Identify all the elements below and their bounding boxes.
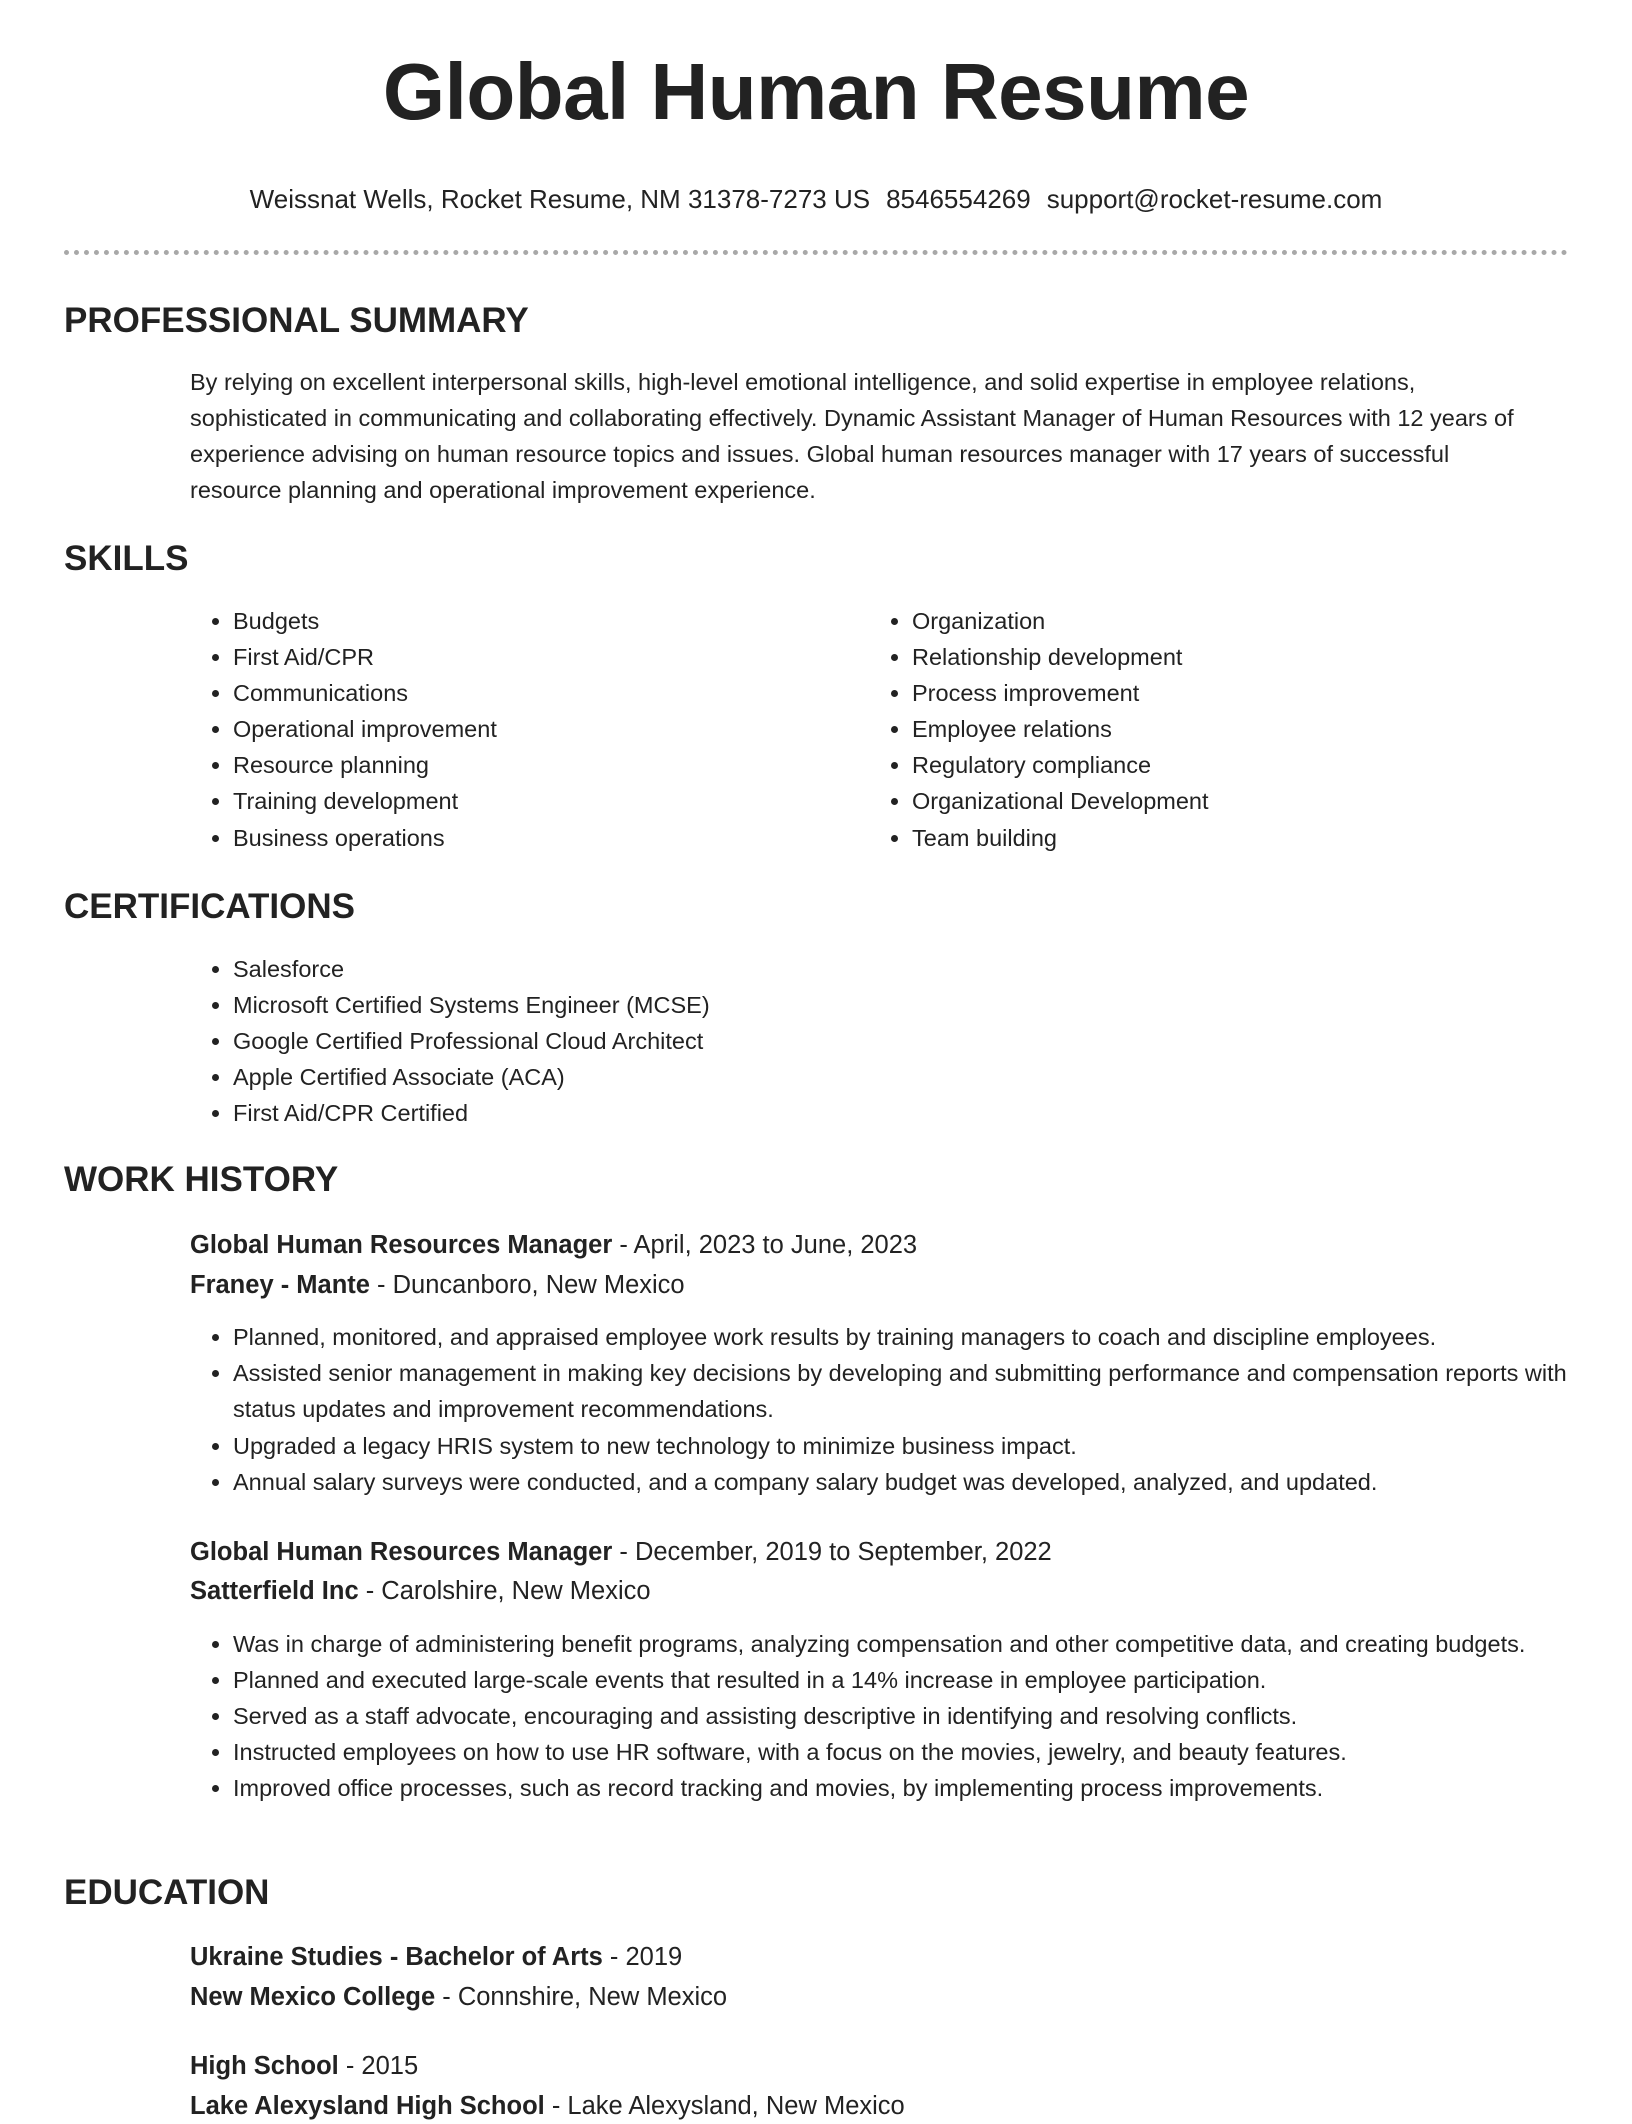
- skill-item: • Organization: [912, 603, 1512, 639]
- job-bullet: • Planned and executed large-scale events that resulted in a 14% increase in employee participation.: [233, 1662, 1593, 1698]
- job-bullet: • Instructed employees on how to use HR software, with a focus on the movies, jewelry, and beauty features.: [233, 1734, 1593, 1770]
- job-bullet: • Assisted senior management in making key decisions by developing and submitting performance and compensation reports with status updates and improvement recommendations.: [233, 1355, 1593, 1427]
- certification-item: • Salesforce: [233, 951, 1533, 987]
- job-company-line: [190, 1573, 651, 1609]
- resume-name: Global Human Resume: [382, 47, 1250, 136]
- certifications-list: [189, 951, 1533, 1131]
- education-school-line: [190, 1979, 727, 2015]
- education-degree: High School: [190, 2052, 339, 2080]
- skill-item: • Employee relations: [912, 711, 1512, 747]
- education-location: - Lake Alexysland, New Mexico: [544, 2092, 905, 2120]
- job-location: - Carolshire, New Mexico: [358, 1577, 651, 1605]
- education-heading: EDUCATION: [64, 1873, 270, 1912]
- skill-item: • Relationship development: [912, 639, 1512, 675]
- certifications-heading: CERTIFICATIONS: [64, 887, 356, 926]
- summary-heading: PROFESSIONAL SUMMARY: [64, 301, 529, 340]
- skill-item: • Resource planning: [233, 747, 833, 783]
- job-company: Satterfield Inc: [190, 1577, 359, 1605]
- job-title: Global Human Resources Manager: [190, 1231, 613, 1259]
- skills-list-left: [189, 603, 833, 856]
- education-degree-line: [190, 1939, 682, 1975]
- skills-heading: SKILLS: [64, 539, 189, 578]
- job-title-line: [190, 1534, 1052, 1570]
- job-title-line: [190, 1227, 917, 1263]
- job-company: Franey - Mante: [190, 1271, 370, 1299]
- job-location: - Duncanboro, New Mexico: [369, 1271, 685, 1299]
- job-bullet: • Planned, monitored, and appraised employee work results by training managers to coach and discipline employees.: [233, 1319, 1593, 1355]
- education-degree: Ukraine Studies - Bachelor of Arts: [190, 1943, 603, 1971]
- education-year: - 2015: [338, 2052, 419, 2080]
- job-dates: - December, 2019 to September, 2022: [612, 1538, 1052, 1566]
- skill-item: • Communications: [233, 675, 833, 711]
- header-divider: [64, 250, 1568, 255]
- certification-item: • Google Certified Professional Cloud Architect: [233, 1023, 1533, 1059]
- contact-phone: 8546554269: [886, 184, 1031, 214]
- education-degree-line: [190, 2048, 418, 2084]
- education-school: Lake Alexysland High School: [190, 2092, 545, 2120]
- work-history-heading: WORK HISTORY: [64, 1160, 339, 1199]
- job-title: Global Human Resources Manager: [190, 1538, 613, 1566]
- skill-item: • Budgets: [233, 603, 833, 639]
- skill-item: • Process improvement: [912, 675, 1512, 711]
- skill-item: • Business operations: [233, 820, 833, 856]
- job-bullets: [189, 1626, 1593, 1806]
- job-bullet: • Improved office processes, such as record tracking and movies, by implementing process improvements.: [233, 1770, 1593, 1806]
- skill-item: • Organizational Development: [912, 783, 1512, 819]
- education-year: - 2019: [602, 1943, 683, 1971]
- skill-item: • Training development: [233, 783, 833, 819]
- job-company-line: [190, 1267, 685, 1303]
- job-bullet: • Served as a staff advocate, encouraging and assisting descriptive in identifying and resolving conflicts.: [233, 1698, 1593, 1734]
- summary-text: By relying on excellent interpersonal skills, high-level emotional intelligence, and solid expertise in employee relations, sophisticated in communicating and collaborating effectively. Dynamic Assistant Manager of Human Resources with 12 years of experience advising on human resource topics and issues. Global human resources manager with 17 years of successful resource planning and operational improvement experience.: [190, 369, 1514, 503]
- certification-item: • Apple Certified Associate (ACA): [233, 1059, 1533, 1095]
- skill-item: • Operational improvement: [233, 711, 833, 747]
- skill-item: • Team building: [912, 820, 1512, 856]
- job-dates: - April, 2023 to June, 2023: [612, 1231, 918, 1259]
- skills-list-right: [868, 603, 1512, 856]
- job-bullet: • Annual salary surveys were conducted, and a company salary budget was developed, analyzed, and updated.: [233, 1464, 1593, 1500]
- education-location: - Connshire, New Mexico: [435, 1983, 728, 2011]
- certification-item: • Microsoft Certified Systems Engineer (MCSE): [233, 987, 1533, 1023]
- education-school: New Mexico College: [190, 1983, 436, 2011]
- job-bullet: • Was in charge of administering benefit programs, analyzing compensation and other competitive data, and creating budgets.: [233, 1626, 1593, 1662]
- contact-address: Weissnat Wells, Rocket Resume, NM 31378-7273 US: [249, 184, 871, 214]
- job-bullet: • Upgraded a legacy HRIS system to new technology to minimize business impact.: [233, 1428, 1593, 1464]
- education-school-line: [190, 2088, 905, 2124]
- skill-item: • First Aid/CPR: [233, 639, 833, 675]
- certification-item: • First Aid/CPR Certified: [233, 1095, 1533, 1131]
- contact-line: [0, 183, 1632, 215]
- job-bullets: [189, 1319, 1593, 1500]
- contact-email: support@rocket-resume.com: [1046, 184, 1383, 214]
- skill-item: • Regulatory compliance: [912, 747, 1512, 783]
